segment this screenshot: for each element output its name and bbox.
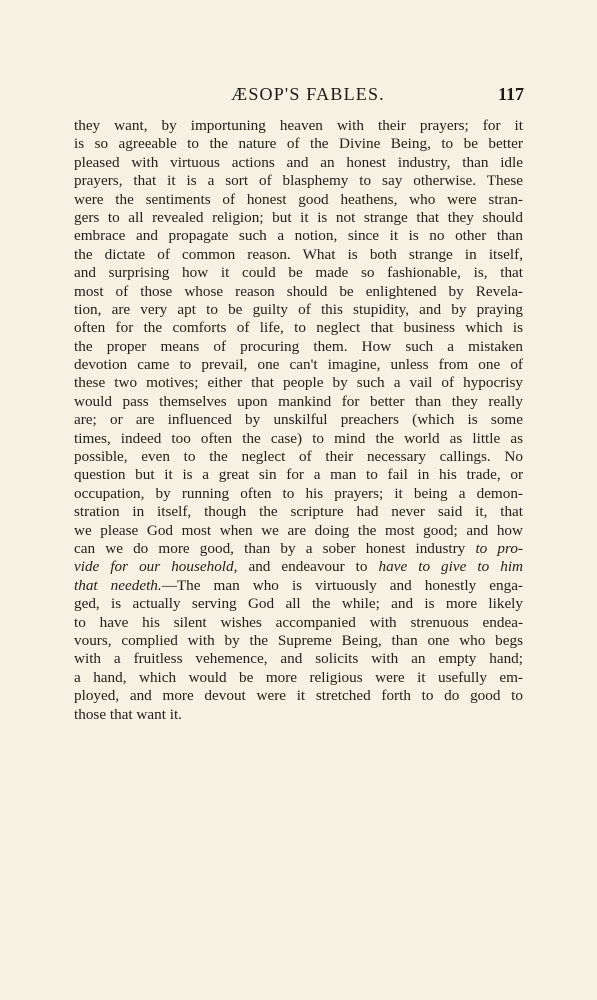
text-line: times, indeed too often the case) to mind the world as little as	[74, 429, 523, 447]
text-line: pleased with virtuous actions and an honest industry, than idle	[74, 153, 523, 171]
text-line: embrace and propagate such a notion, since it is no other than	[74, 227, 523, 245]
text-line: stration in itself, though the scripture had never said it, that	[74, 503, 523, 521]
italic-quote: have to give to him	[378, 558, 523, 576]
text-line: ployed, and more devout were it stretched forth to do good to	[74, 687, 523, 705]
text-segment: can we do more good, than by a sober honest industry	[74, 539, 466, 557]
text-line: to have his silent wishes accompanied with strenuous endea-	[74, 613, 523, 631]
text-line: those that want it.	[74, 705, 182, 723]
text-line: devotion came to prevail, one can't imagine, unless from one of	[74, 356, 523, 374]
text-segment: and endeavour to	[248, 558, 368, 576]
text-line: prayers, that it is a sort of blasphemy to say otherwise. These	[74, 172, 523, 190]
italic-quote: that needeth.	[74, 576, 162, 594]
text-segment: —The man who is virtuously and honestly enga-	[161, 576, 523, 594]
body-text	[74, 117, 523, 724]
text-line: most of those whose reason should be enlightened by Revela-	[74, 282, 523, 300]
text-line: these two motives; either that people by such a vail of hypocrisy	[74, 374, 523, 392]
text-line: occupation, by running often to his prayers; it being a demon-	[74, 484, 523, 502]
italic-quote: vide for our household,	[74, 558, 238, 576]
text-line: a hand, which would be more religious were it usefully em-	[74, 668, 523, 686]
text-line: ged, is actually serving God all the while; and is more likely	[74, 595, 523, 613]
text-line-with-italic	[74, 540, 523, 558]
text-line: are; or are influenced by unskilful preachers (which is some	[74, 411, 523, 429]
text-line: were the sentiments of honest good heathens, who were stran-	[74, 190, 523, 208]
text-line: with a fruitless vehemence, and solicits with an empty hand;	[74, 650, 523, 668]
page-number: 117	[497, 84, 524, 104]
text-line: and surprising how it could be made so fashionable, is, that	[74, 264, 523, 282]
running-title: ÆSOP'S FABLES.	[231, 84, 385, 104]
text-line: tion, are very apt to be guilty of this stupidity, and by praying	[74, 300, 523, 318]
text-line: possible, even to the neglect of their necessary callings. No	[74, 448, 523, 466]
text-line: often for the comforts of life, to neglect that business which is	[74, 319, 523, 337]
text-line: they want, by importuning heaven with their prayers; for it	[74, 117, 523, 134]
text-line: would pass themselves upon mankind for better than they really	[74, 392, 523, 410]
text-line: we please God most when we are doing the most good; and how	[74, 521, 523, 539]
text-line-with-italic	[74, 577, 523, 595]
italic-quote: to pro-	[475, 539, 523, 557]
text-line: the proper means of procuring them. How such a mistaken	[74, 337, 523, 355]
text-line-with-italic	[74, 558, 523, 576]
text-line: gers to all revealed religion; but it is not strange that they should	[74, 208, 523, 226]
text-line: question but it is a great sin for a man to fail in his trade, or	[74, 466, 523, 484]
text-line: vours, complied with by the Supreme Being, than one who begs	[74, 631, 523, 649]
text-line: is so agreeable to the nature of the Divine Being, to be better	[74, 135, 523, 153]
text-line: the dictate of common reason. What is both strange in itself,	[74, 245, 523, 263]
running-head	[74, 84, 524, 106]
